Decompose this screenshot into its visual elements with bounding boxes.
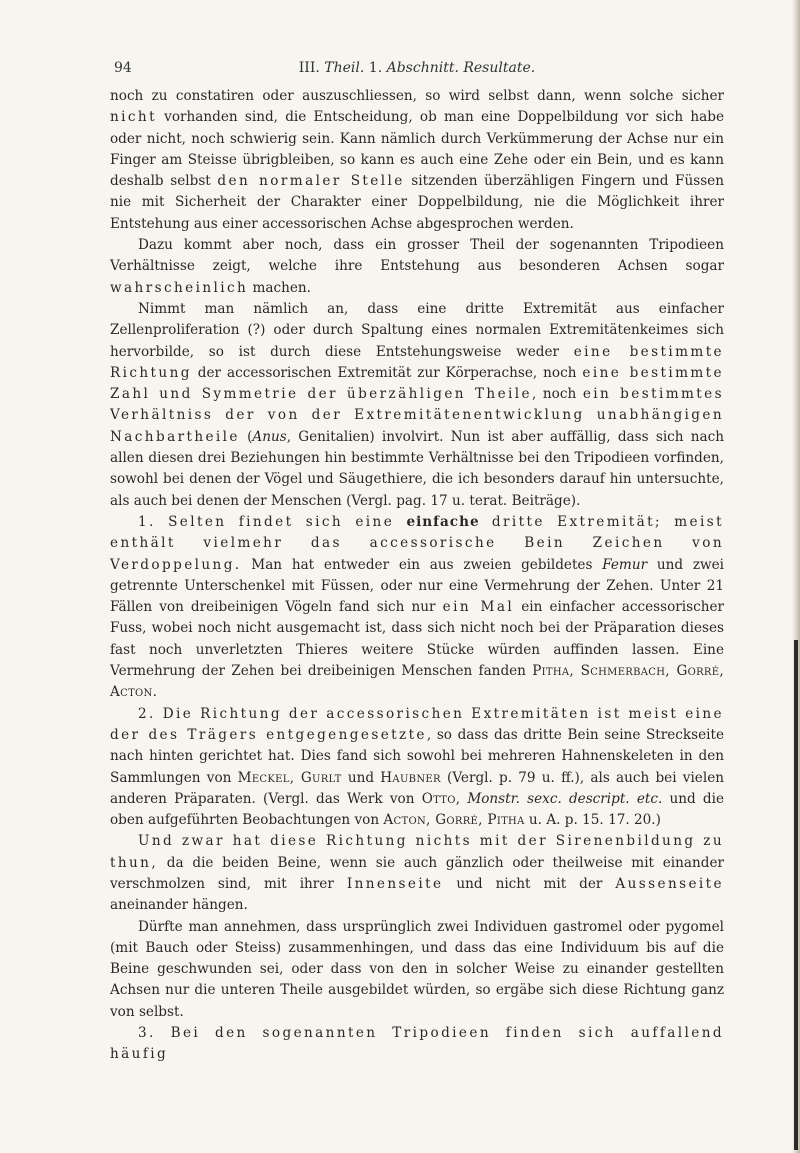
text-run: , [455, 790, 468, 807]
text-run: und die oben aufgeführten Beobachtungen von [110, 790, 724, 829]
text-run: wahrscheinlich [110, 279, 249, 296]
text-run: ein Mal [442, 599, 515, 616]
text-run: Haubner [380, 769, 441, 786]
text-run: 2. Die Richtung der accessorischen Extremitäten ist meist eine der des Trägers entgegengesetzte [110, 705, 724, 743]
text-run: aneinander hängen. [110, 897, 248, 914]
part-number: III. [298, 60, 320, 76]
text-run: und zwei getrennte Unterschenkel mit Füssen, oder nur eine Vermehrung der Zehen. Unter 21 Fällen von dreibeinigen Vögeln fand sich nur [110, 556, 725, 616]
text-run: Monstr. sexc. descript. etc. [467, 790, 663, 807]
section-title: Resultate. [463, 60, 536, 76]
text-run: einfache [406, 513, 480, 530]
text-run: , Genitalien) involvirt. Nun ist aber auffällig, dass sich nach allen diesen drei Beziehungen hin bestimmte Verhältnisse bei den Tripodieen vorfinden, sowohl bei denen der Vögel und Säugethiere, die ich besonders darauf hin untersuchte, als auch bei denen der Menschen (Vergl. pag. 17 u. terat. Beiträge). [110, 428, 724, 509]
paragraph-5 [110, 704, 724, 832]
text-run: Dazu kommt aber noch, dass ein grosser Theil der sogenannten Tripodieen Verhältnisse zeigt, welche ihre Entstehung aus besonderen Achsen sogar [110, 237, 724, 275]
text-run: Innenseite [346, 875, 444, 892]
text-run: u. A. p. 15. 17. 20.) [524, 812, 661, 829]
text-run: 3. Bei den sogenannten Tripodieen finden sich auffallend häufig [110, 1025, 724, 1063]
text-run: ein bestimmtes Verhältniss der von der Extremitätenentwicklung unabhängigen Nachbartheile [110, 386, 724, 445]
text-run: Otto [421, 790, 456, 807]
paragraph-2 [110, 235, 724, 299]
text-run: Acton, Gorré, Pitha [383, 812, 525, 829]
text-run: dritte Extremität; meist enthält vielmehr das accessorische Bein Zeichen von Verdoppelung. [110, 513, 724, 573]
text-run: (Vergl. p. 79 u. ff.), als auch bei vielen anderen Präparaten. (Vergl. das Werk von [110, 769, 724, 807]
section-number: 1. [368, 60, 383, 76]
text-run: eine bestimmte Zahl und Symmetrie der überzähligen Theile [110, 364, 724, 403]
paragraph-7 [110, 917, 724, 1023]
book-spine-edge [794, 640, 798, 1150]
part-word: Theil. [324, 60, 365, 76]
text-run: Nimmt man nämlich an, dass eine dritte Extremität aus einfacher Zellenproliferation (?) oder durch Spaltung eines normalen Extremitätenkeimes sich hervorbilde, so ist durch diese Entstehungsweise weder [110, 300, 724, 360]
text-run: Dürfte man annehmen, dass ursprünglich zwei Individuen gastromel oder pygomel (mit Bauch oder Steiss) zusammenhingen, und dass das eine Individuum bis auf die Beine geschwunden sei, oder dass von den in solcher Weise zu einander gestellten Achsen nur die unteren Theile ausgebildet würden, so ergäbe sich diese Richtung ganz von selbst. [110, 918, 724, 1020]
text-run: . [152, 684, 157, 701]
text-run: , noch [531, 386, 583, 403]
text-run: Aussenseite [615, 875, 724, 892]
text-run: Meckel, Gurlt [237, 769, 342, 786]
text-run: den normaler Stelle [217, 173, 405, 190]
text-run: Femur [602, 556, 648, 573]
text-run: Anus [252, 428, 287, 445]
body-text [110, 86, 724, 1066]
text-run: , so dass das dritte Bein seine Streckseite nach hinten gerichtet hat. Dies fand sich sowohl bei mehreren Hahnenskeleten in den Sammlungen von [110, 726, 725, 786]
text-run: Man hat entweder ein aus zweien gebildetes [241, 556, 603, 573]
text-run: noch zu constatiren oder auszuschliessen, so wird selbst dann, wenn solche sicher [110, 88, 724, 104]
text-run: da die beiden Beine, wenn sie auch gänzlich oder theilweise mit einander verschmolzen sind, mit ihrer [110, 854, 724, 892]
text-run: vorhanden sind, die Entscheidung, ob man eine Doppelbildung vor sich habe oder nicht, noch schwierig sein. Kann nämlich durch Verkümmerung der Achse nur ein Finger am Steisse übrigbleiben, so kann es auch eine Zehe oder ein Bein, und es kann deshalb selbst [110, 109, 724, 190]
text-run: und [341, 769, 381, 786]
paragraph-4 [110, 512, 724, 704]
text-run: der accessorischen Extremität zur Körperachse, noch [191, 364, 583, 381]
page-number: 94 [114, 60, 132, 76]
text-run: und nicht mit der [443, 875, 616, 892]
text-run: nicht [110, 109, 157, 126]
chapter-title [114, 60, 720, 76]
text-run: ( [239, 428, 253, 445]
text-run: machen. [248, 279, 311, 296]
section-word: Abschnitt. [386, 60, 459, 76]
text-run: Pitha, Schmerbach, Gorré, Acton [110, 663, 724, 701]
text-run: sitzenden überzähligen Fingern und Füssen nie mit Sicherheit der Charakter einer Doppelbildung, nie die Möglichkeit ihrer Entstehung aus einer accessorischen Achse abgesprochen werden. [110, 173, 724, 232]
paragraph-1 [110, 86, 724, 235]
text-run: eine bestimmte Richtung [110, 343, 724, 381]
paragraph-6 [110, 831, 724, 916]
text-run: 1. Selten findet sich eine [138, 513, 407, 530]
running-head [114, 60, 720, 82]
paragraph-3 [110, 299, 724, 512]
text-run: Und zwar hat diese Richtung nichts mit der Sirenenbildung zu thun, [110, 833, 724, 871]
paragraph-8 [110, 1023, 724, 1066]
text-run: ein einfacher accessorischer Fuss, wobei noch nicht ausgemacht ist, dass sich nicht noch bei der Präparation dieses fast noch unverletzten Thieres weitere Stücke würden auffinden lassen. Eine Vermehrung der Zehen bei dreibeinigen Menschen fanden [110, 599, 724, 680]
